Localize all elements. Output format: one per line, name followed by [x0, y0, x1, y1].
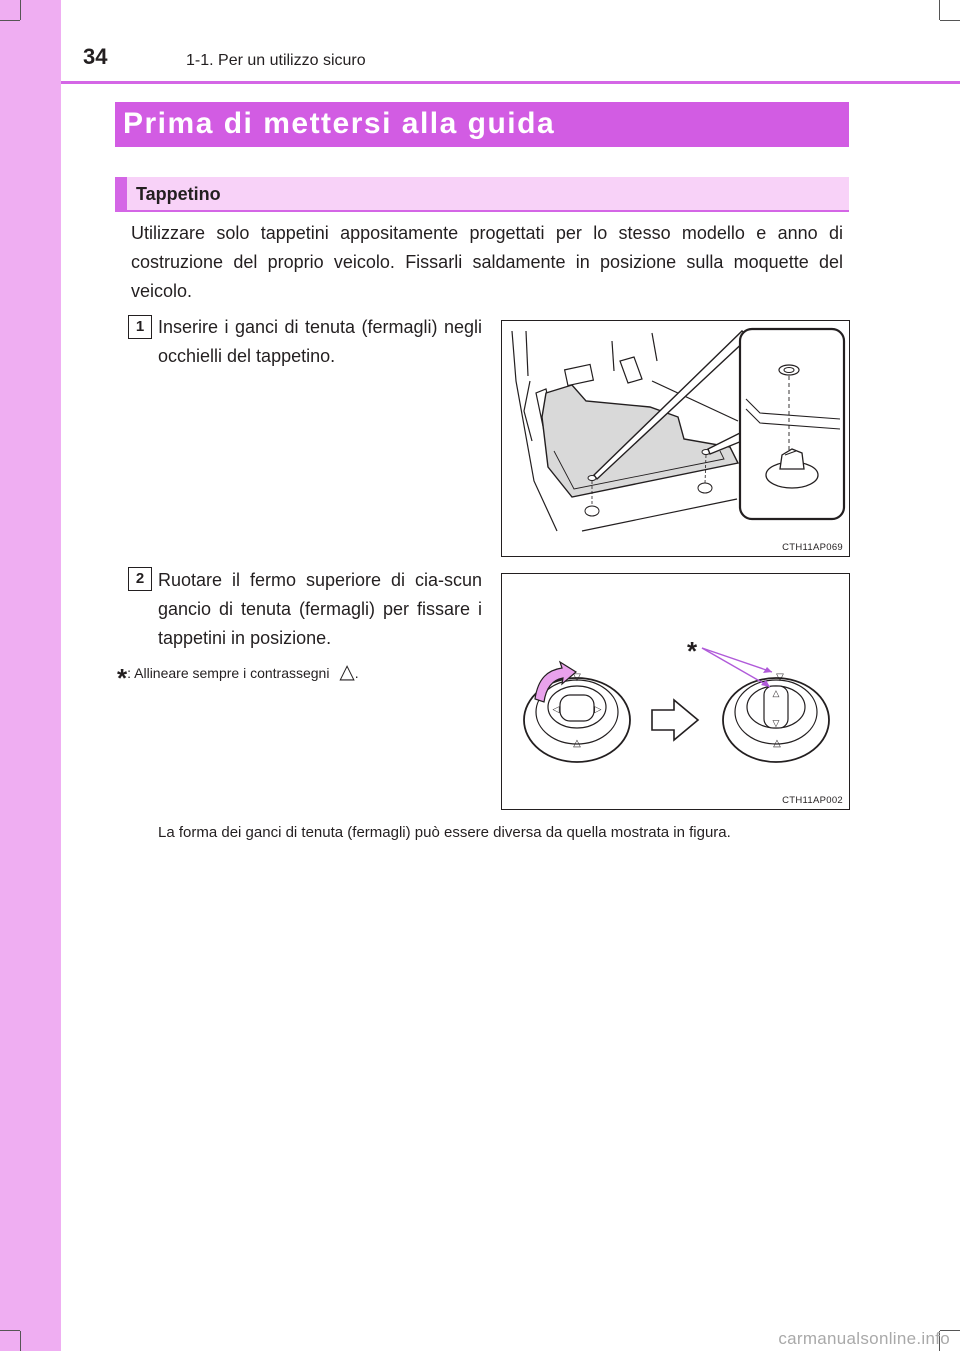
- watermark: carmanualsonline.info: [778, 1329, 950, 1348]
- subsection-accent: [115, 177, 127, 210]
- crop-mark: [939, 0, 940, 20]
- note-end: .: [354, 665, 359, 681]
- svg-text:▽: ▽: [772, 718, 780, 728]
- crop-mark: [20, 0, 21, 20]
- step-text-2: Ruotare il fermo superiore di cia-scun gancio di tenuta (fermagli) per fissare i tappetini in posizione.: [158, 570, 482, 648]
- note-asterisk: *: [117, 663, 128, 693]
- note-text: : Allineare sempre i contrassegni: [127, 665, 330, 681]
- side-band: [0, 0, 61, 1351]
- footnote: La forma dei ganci di tenuta (fermagli) può essere diversa da quella mostrata in figura.: [158, 824, 731, 841]
- page-title: Prima di mettersi alla guida: [123, 107, 556, 140]
- title-bar: [115, 102, 849, 147]
- crop-mark: [940, 20, 960, 21]
- step-text-1: Inserire i ganci di tenuta (fermagli) negli occhielli del tappetino.: [158, 317, 482, 366]
- page-number: 34: [83, 44, 108, 69]
- clip-locked: [723, 672, 829, 762]
- crop-mark: [0, 20, 20, 21]
- subsection-bar: [115, 177, 849, 212]
- figure-clip-rotation: [501, 573, 850, 810]
- svg-text:▽: ▽: [776, 672, 784, 683]
- crop-mark: [0, 1330, 20, 1331]
- header-rule: [61, 81, 960, 84]
- clip-rotation-illustration: [502, 574, 849, 809]
- floor-mat-illustration: [502, 321, 849, 556]
- figure-asterisk: *: [687, 636, 698, 666]
- figure-floor-mat: [501, 320, 850, 557]
- subsection-title: Tappetino: [136, 184, 221, 204]
- section-path: 1-1. Per un utilizzo sicuro: [186, 52, 366, 69]
- step-number-2: 2: [128, 567, 152, 591]
- svg-text:△: △: [773, 738, 781, 749]
- intro-paragraph: Utilizzare solo tappetini appositamente progettati per lo stesso modello e anno di costruzione del proprio veicolo. Fissarli saldamente in posizione sulla moquette del veicolo.: [131, 223, 843, 301]
- triangle-mark-icon: △: [339, 661, 355, 683]
- figure-code: CTH11AP002: [782, 795, 843, 806]
- zoom-inset: [740, 329, 844, 519]
- alignment-note: [117, 659, 477, 694]
- step-number-1: 1: [128, 315, 152, 339]
- svg-text:▷: ▷: [594, 704, 602, 714]
- arrow-right-icon: [652, 700, 698, 740]
- floor-mat-shape: [542, 385, 738, 497]
- figure-code: CTH11AP069: [782, 542, 843, 553]
- svg-text:◁: ◁: [552, 704, 560, 714]
- crop-mark: [20, 1331, 21, 1351]
- svg-text:△: △: [772, 688, 780, 698]
- svg-text:△: △: [573, 738, 581, 749]
- svg-text:▽: ▽: [573, 672, 581, 683]
